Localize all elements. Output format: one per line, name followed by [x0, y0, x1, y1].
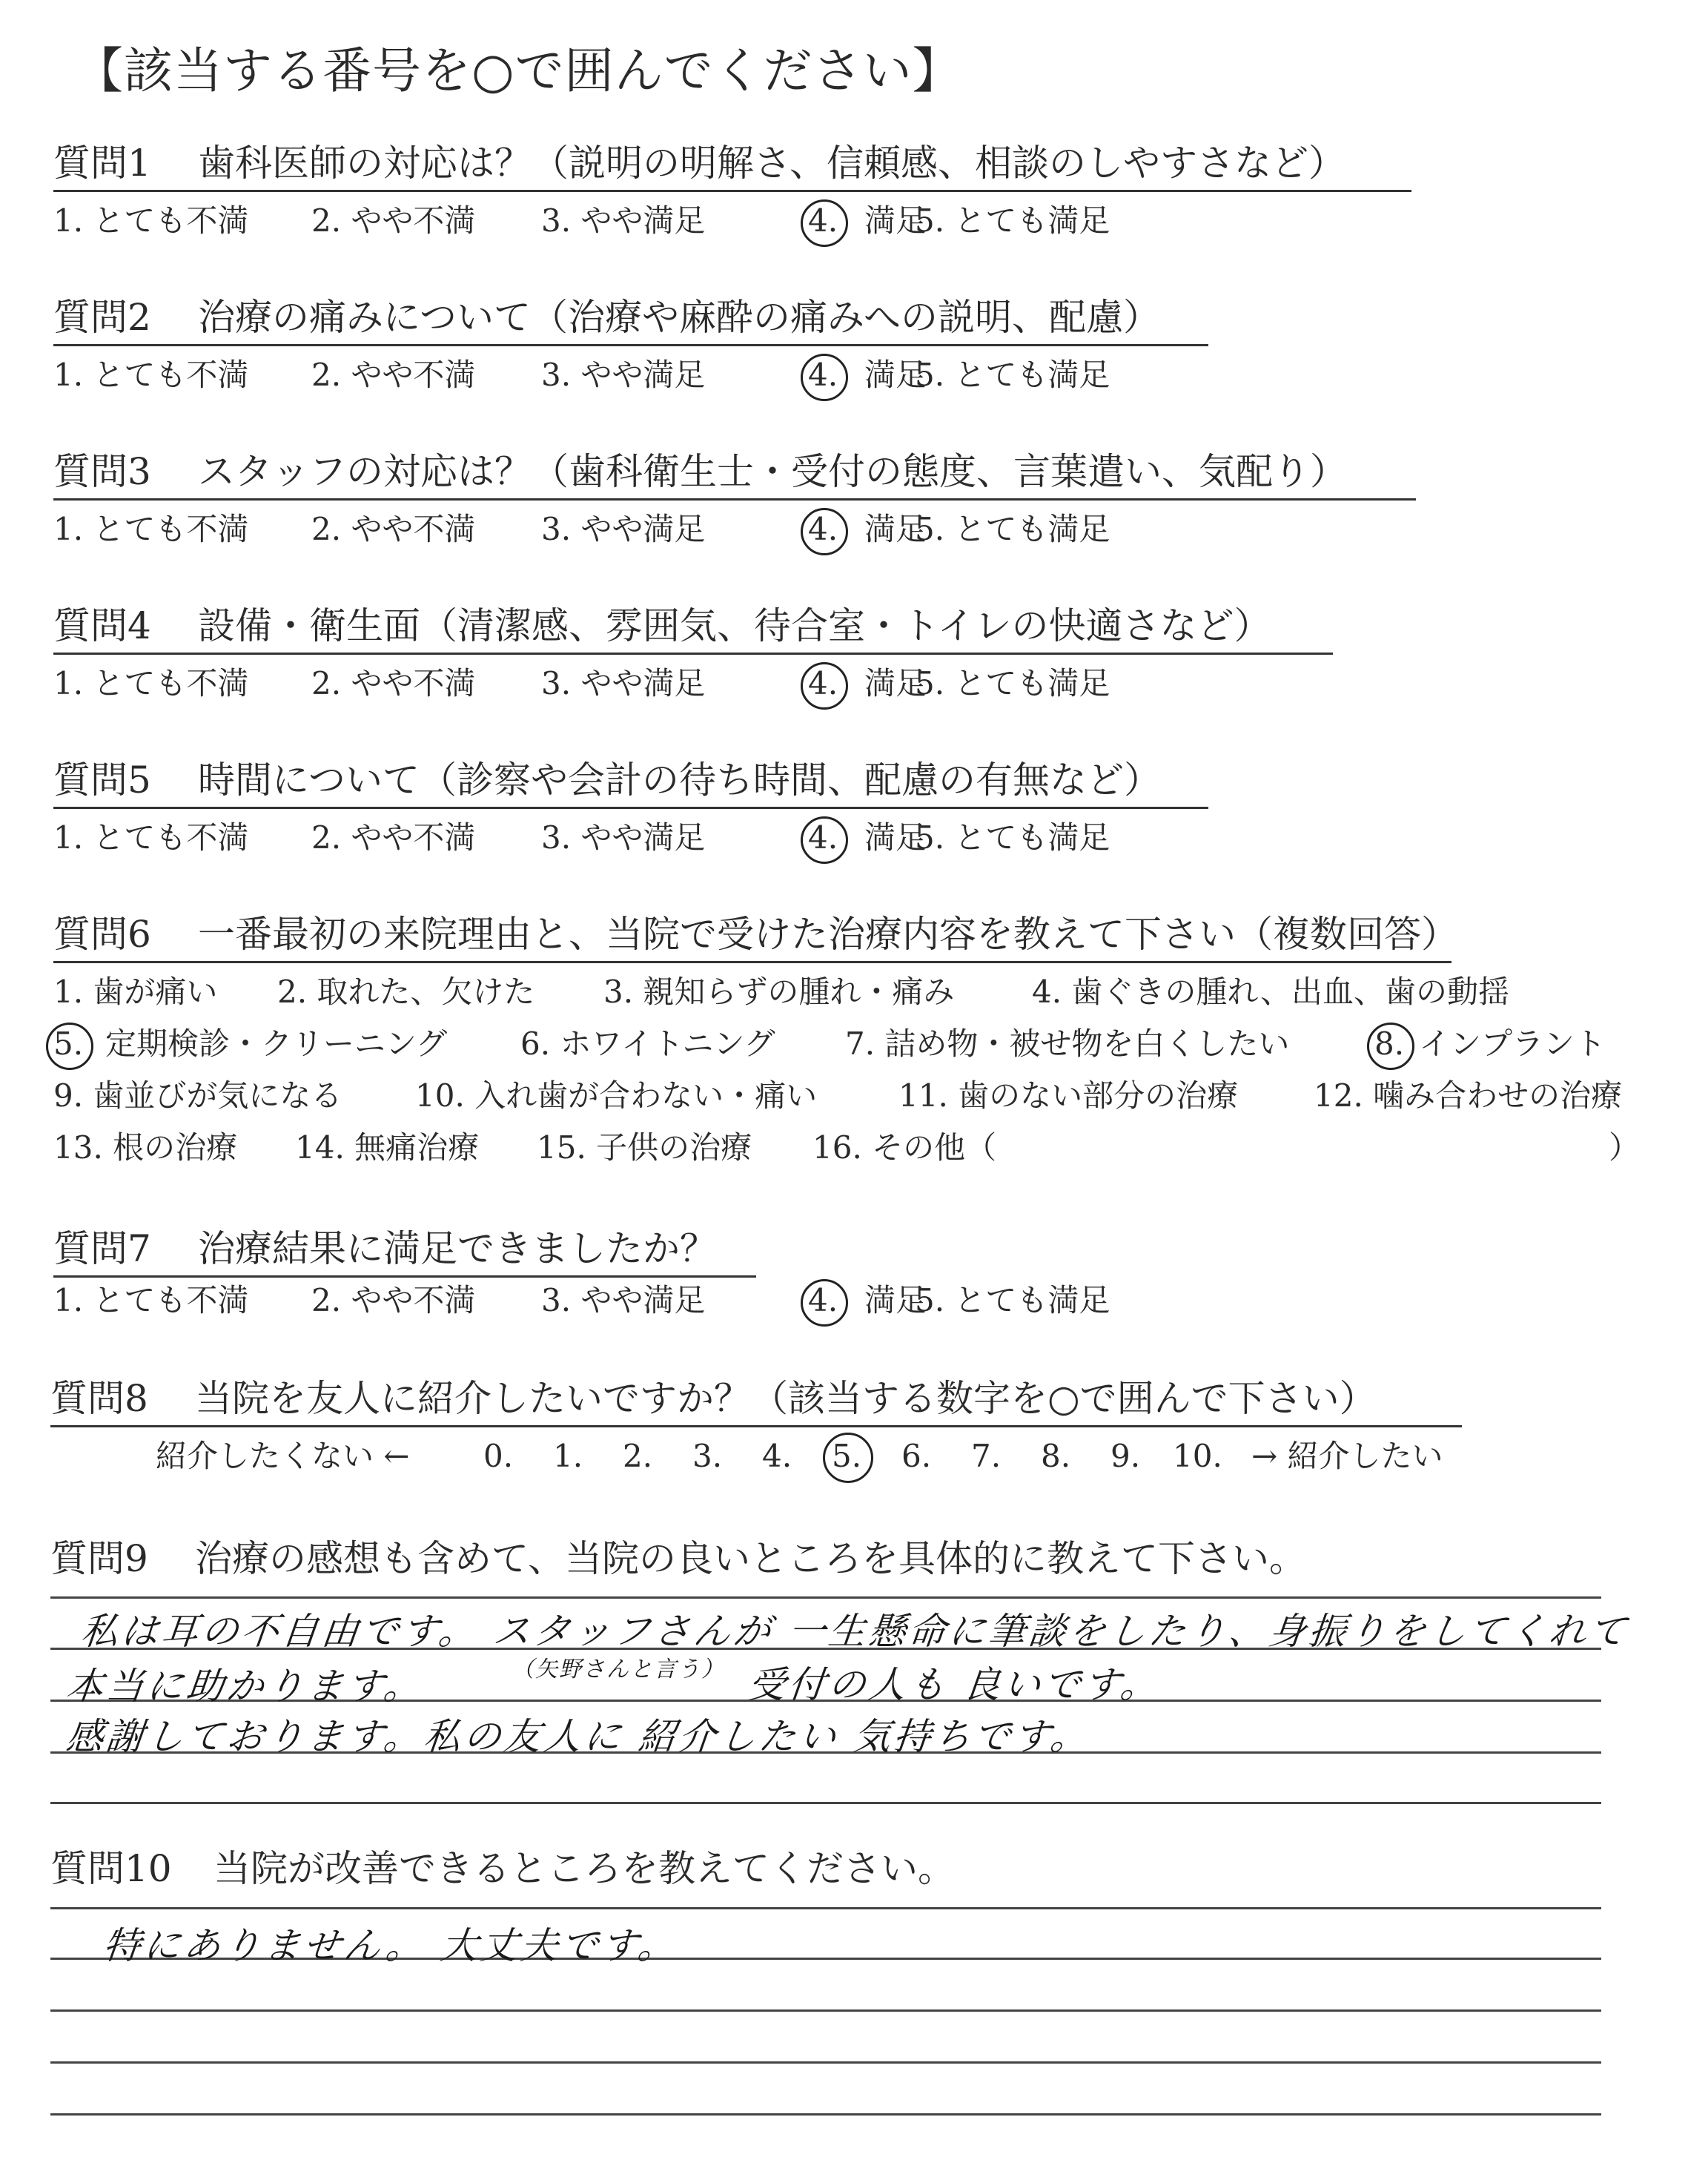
reason-14[interactable]: 14. 無痛治療 [295, 1129, 480, 1166]
scale-1[interactable]: 1. [553, 1438, 583, 1474]
q9-handwritten-line-1: 私は耳の不自由です。 スタッフさんが 一生懸命に筆談をしたり、身振りをしてくれて [79, 1610, 1632, 1653]
option-5[interactable]: 5. とても満足 [915, 1282, 1110, 1318]
reason-8-selected[interactable]: 8. [1374, 1025, 1405, 1062]
question-text: スタッフの対応は？（歯科衛生士・受付の態度、言葉遣い、気配り） [198, 450, 1347, 493]
reason-6[interactable]: 6. ホワイトニング [520, 1025, 775, 1062]
question-text: 治療の感想も含めて、当院の良いところを具体的に教えて下さい。 [195, 1537, 1306, 1580]
reason-16-close: ） [1609, 1129, 1641, 1166]
question-text: 一番最初の来院理由と、当院で受けた治療内容を教えて下さい（複数回答） [198, 913, 1458, 956]
scale-7[interactable]: 7. [971, 1438, 1002, 1474]
question-6-title [53, 912, 1458, 963]
question-number: 質問5 [53, 759, 151, 802]
reason-4[interactable]: 4. 歯ぐきの腫れ、出血、歯の動揺 [1032, 974, 1509, 1010]
option-3[interactable]: 3. やや満足 [541, 1282, 706, 1318]
option-2[interactable]: 2. やや不満 [311, 665, 476, 701]
option-4-label: 満足 [864, 202, 927, 239]
question-number: 質問2 [53, 296, 151, 339]
option-4-label: 満足 [864, 1282, 927, 1318]
answer-line [50, 2061, 1601, 2064]
question-text: 治療結果に満足できましたか？ [198, 1227, 717, 1270]
option-5[interactable]: 5. とても満足 [915, 819, 1110, 856]
option-2[interactable]: 2. やや不満 [311, 511, 476, 547]
reason-2[interactable]: 2. 取れた、欠けた [277, 974, 535, 1010]
reason-15[interactable]: 15. 子供の治療 [537, 1129, 752, 1166]
reason-1[interactable]: 1. 歯が痛い [53, 974, 218, 1010]
option-2[interactable]: 2. やや不満 [311, 202, 476, 239]
question-number: 質問8 [50, 1377, 148, 1420]
option-5[interactable]: 5. とても満足 [915, 511, 1110, 547]
answer-line [50, 1907, 1601, 1909]
option-4-selected[interactable]: 4. [808, 819, 838, 856]
reason-11[interactable]: 11. 歯のない部分の治療 [898, 1077, 1239, 1114]
option-4-label: 満足 [864, 819, 927, 856]
reason-13[interactable]: 13. 根の治療 [53, 1129, 238, 1166]
scale-5-selected[interactable]: 5. [832, 1438, 862, 1474]
option-4-selected[interactable]: 4. [808, 357, 838, 393]
reason-16[interactable]: 16. その他（ [812, 1129, 997, 1166]
reason-5-label: 定期検診・クリーニング [105, 1025, 448, 1062]
question-text: 設備・衛生面（清潔感、雰囲気、待合室・トイレの快適さなど） [198, 604, 1271, 647]
option-4-selected[interactable]: 4. [808, 511, 838, 547]
question-text: 治療の痛みについて（治療や麻酔の痛みへの説明、配慮） [198, 296, 1160, 339]
option-3[interactable]: 3. やや満足 [541, 202, 706, 239]
question-text: 時間について（診察や会計の待ち時間、配慮の有無など） [198, 759, 1161, 802]
option-4-label: 満足 [864, 665, 927, 701]
option-3[interactable]: 3. やや満足 [541, 819, 706, 856]
q9-handwritten-line-3: 感謝しております。私の友人に 紹介したい 気持ちです。 [64, 1715, 1093, 1758]
question-number: 質問4 [53, 604, 151, 647]
scale-3[interactable]: 3. [692, 1438, 723, 1474]
answer-line [50, 2113, 1601, 2116]
page-title: 【該当する番号を○で囲んでください】 [74, 42, 962, 99]
scale-9[interactable]: 9. [1110, 1438, 1141, 1474]
question-7-title [53, 1226, 756, 1278]
scale-2[interactable]: 2. [623, 1438, 653, 1474]
option-5[interactable]: 5. とても満足 [915, 202, 1110, 239]
question-number: 質問6 [53, 913, 151, 956]
scale-4[interactable]: 4. [762, 1438, 792, 1474]
option-3[interactable]: 3. やや満足 [541, 511, 706, 547]
question-3-title [53, 449, 1416, 501]
option-4-selected[interactable]: 4. [808, 1282, 838, 1318]
option-2[interactable]: 2. やや不満 [311, 819, 476, 856]
reason-8-label: インプラント [1419, 1025, 1606, 1062]
question-text: 当院が改善できるところを教えてください。 [214, 1847, 955, 1890]
option-2[interactable]: 2. やや不満 [311, 1282, 476, 1318]
option-4-label: 満足 [864, 357, 927, 393]
option-4-selected[interactable]: 4. [808, 202, 838, 239]
answer-line [50, 2009, 1601, 2012]
question-number: 質問9 [50, 1537, 148, 1580]
question-2-title [53, 295, 1208, 346]
question-4-title [53, 604, 1333, 655]
option-3[interactable]: 3. やや満足 [541, 357, 706, 393]
option-2[interactable]: 2. やや不満 [311, 357, 476, 393]
reason-7[interactable]: 7. 詰め物・被せ物を白くしたい [845, 1025, 1290, 1062]
scale-0[interactable]: 0. [483, 1438, 514, 1474]
question-8-title [50, 1376, 1462, 1427]
question-5-title [53, 758, 1208, 809]
scale-10[interactable]: 10. [1173, 1438, 1222, 1474]
reason-12[interactable]: 12. 噛み合わせの治療 [1314, 1077, 1623, 1114]
reason-9[interactable]: 9. 歯並びが気になる [53, 1077, 342, 1114]
option-5[interactable]: 5. とても満足 [915, 665, 1110, 701]
option-3[interactable]: 3. やや満足 [541, 665, 706, 701]
q10-handwritten-line-1: 特にありません。 大丈夫です。 [101, 1924, 681, 1967]
question-number: 質問1 [53, 142, 151, 185]
answer-line [50, 1596, 1601, 1599]
scale-6[interactable]: 6. [901, 1438, 932, 1474]
reason-10[interactable]: 10. 入れ歯が合わない・痛い [415, 1077, 818, 1114]
option-1[interactable]: 1. とても不満 [53, 665, 249, 701]
option-4-selected[interactable]: 4. [808, 665, 838, 701]
option-1[interactable]: 1. とても不満 [53, 202, 249, 239]
q9-handwritten-note: （矢野さんと言う） [512, 1657, 725, 1682]
option-5[interactable]: 5. とても満足 [915, 357, 1110, 393]
reason-3[interactable]: 3. 親知らずの腫れ・痛み [603, 974, 955, 1010]
option-1[interactable]: 1. とても不満 [53, 511, 249, 547]
scale-8[interactable]: 8. [1041, 1438, 1071, 1474]
question-text: 当院を友人に紹介したいですか？（該当する数字を○で囲んで下さい） [195, 1377, 1377, 1420]
option-1[interactable]: 1. とても不満 [53, 819, 249, 856]
question-number: 質問7 [53, 1227, 151, 1270]
question-number: 質問10 [50, 1847, 172, 1890]
option-1[interactable]: 1. とても不満 [53, 357, 249, 393]
question-1-title [53, 141, 1411, 192]
question-9-title [50, 1536, 1306, 1585]
option-1[interactable]: 1. とても不満 [53, 1282, 249, 1318]
question-10-title [50, 1846, 955, 1895]
scale-left-label: 紹介したくない ← [156, 1438, 410, 1474]
question-text: 歯科医師の対応は？（説明の明解さ、信頼感、相談のしやすさなど） [198, 142, 1345, 185]
reason-5-selected[interactable]: 5. [53, 1025, 84, 1062]
question-number: 質問3 [53, 450, 151, 493]
scale-right-label: → 紹介したい [1251, 1438, 1443, 1474]
option-4-label: 満足 [864, 511, 927, 547]
q9-handwritten-line-2a: 本当に助かります。 [64, 1665, 426, 1708]
answer-line [50, 1802, 1601, 1804]
q9-handwritten-line-2b: 受付の人も 良いです。 [746, 1663, 1163, 1706]
